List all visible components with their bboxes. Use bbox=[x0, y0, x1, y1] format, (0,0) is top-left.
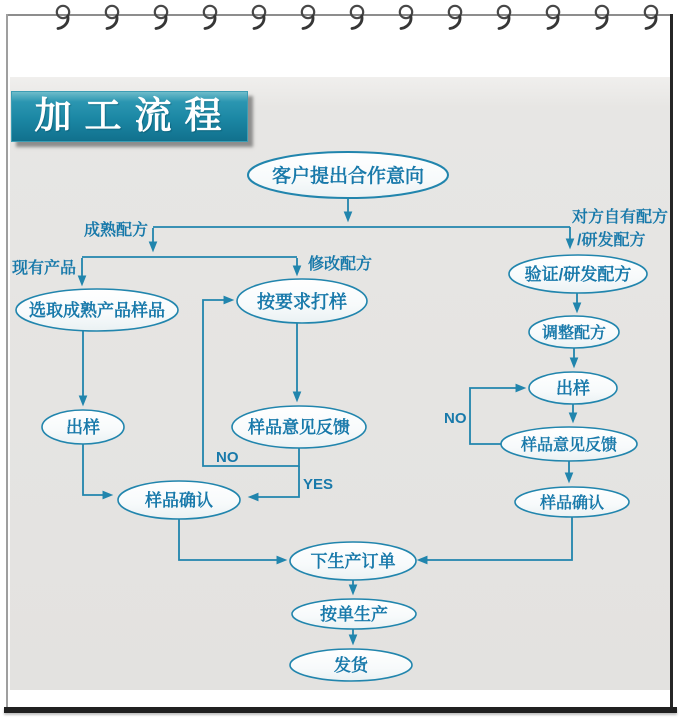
node-sample-confirm-right bbox=[515, 487, 629, 517]
edge-label-partner-formula-line1: 对方自有配方 bbox=[572, 209, 669, 226]
edge-label-mature-formula: 成熟配方 bbox=[84, 222, 149, 239]
node-sample-confirm-left-label: 样品确认 bbox=[145, 491, 213, 510]
node-ship-goods bbox=[290, 649, 412, 681]
node-customer-intent bbox=[248, 152, 448, 198]
edge-label-yes-mid: YES bbox=[303, 476, 334, 493]
edge-label-existing-product: 现有产品 bbox=[12, 260, 77, 277]
node-verify-develop-formula bbox=[509, 255, 647, 293]
node-select-mature-sample bbox=[16, 289, 178, 331]
node-sample-on-request bbox=[237, 279, 367, 323]
node-sample-out-left bbox=[42, 410, 124, 444]
connector-yes-to-confirm-left bbox=[252, 466, 299, 497]
edge-label-no-mid: NO bbox=[216, 449, 239, 466]
node-customer-intent-label: 客户提出合作意向 bbox=[271, 166, 425, 187]
node-sample-feedback-mid-label: 样品意见反馈 bbox=[248, 418, 350, 437]
node-sample-out-left-label: 出样 bbox=[66, 418, 100, 437]
node-production-order-label: 下生产订单 bbox=[310, 552, 396, 571]
node-select-mature-sample-label: 选取成熟产品样品 bbox=[29, 301, 165, 320]
node-sample-feedback-right bbox=[501, 427, 637, 461]
node-produce-per-order bbox=[292, 599, 416, 629]
node-production-order bbox=[290, 542, 416, 580]
node-produce-per-order-label: 按单生产 bbox=[320, 605, 388, 624]
connector-sampleout-to-confirm-left bbox=[83, 444, 109, 495]
connector-confirm-right-to-order bbox=[421, 517, 572, 560]
node-adjust-formula-label: 调整配方 bbox=[541, 325, 607, 342]
node-adjust-formula bbox=[529, 316, 619, 348]
node-ship-goods-label: 发货 bbox=[334, 656, 368, 675]
node-sample-confirm-right-label: 样品确认 bbox=[539, 495, 605, 512]
node-sample-out-right bbox=[529, 372, 617, 404]
node-verify-develop-formula-label: 验证/研发配方 bbox=[524, 265, 632, 284]
edge-label-no-right: NO bbox=[444, 410, 467, 427]
node-sample-feedback-mid bbox=[232, 406, 366, 448]
edge-label-modify-formula: 修改配方 bbox=[308, 256, 373, 273]
page-border-bottom bbox=[4, 707, 677, 713]
node-sample-feedback-right-label: 样品意见反馈 bbox=[520, 437, 618, 454]
node-sample-confirm-left bbox=[118, 481, 240, 519]
connector-confirm-left-to-order bbox=[179, 519, 283, 560]
node-sample-on-request-label: 按要求打样 bbox=[257, 292, 347, 312]
page-border-left bbox=[6, 14, 8, 712]
edge-label-partner-formula-line2: /研发配方 bbox=[577, 232, 646, 249]
node-sample-out-right-label: 出样 bbox=[556, 379, 590, 398]
page-border-right bbox=[670, 14, 673, 712]
page-title: 加工流程 bbox=[34, 96, 235, 137]
